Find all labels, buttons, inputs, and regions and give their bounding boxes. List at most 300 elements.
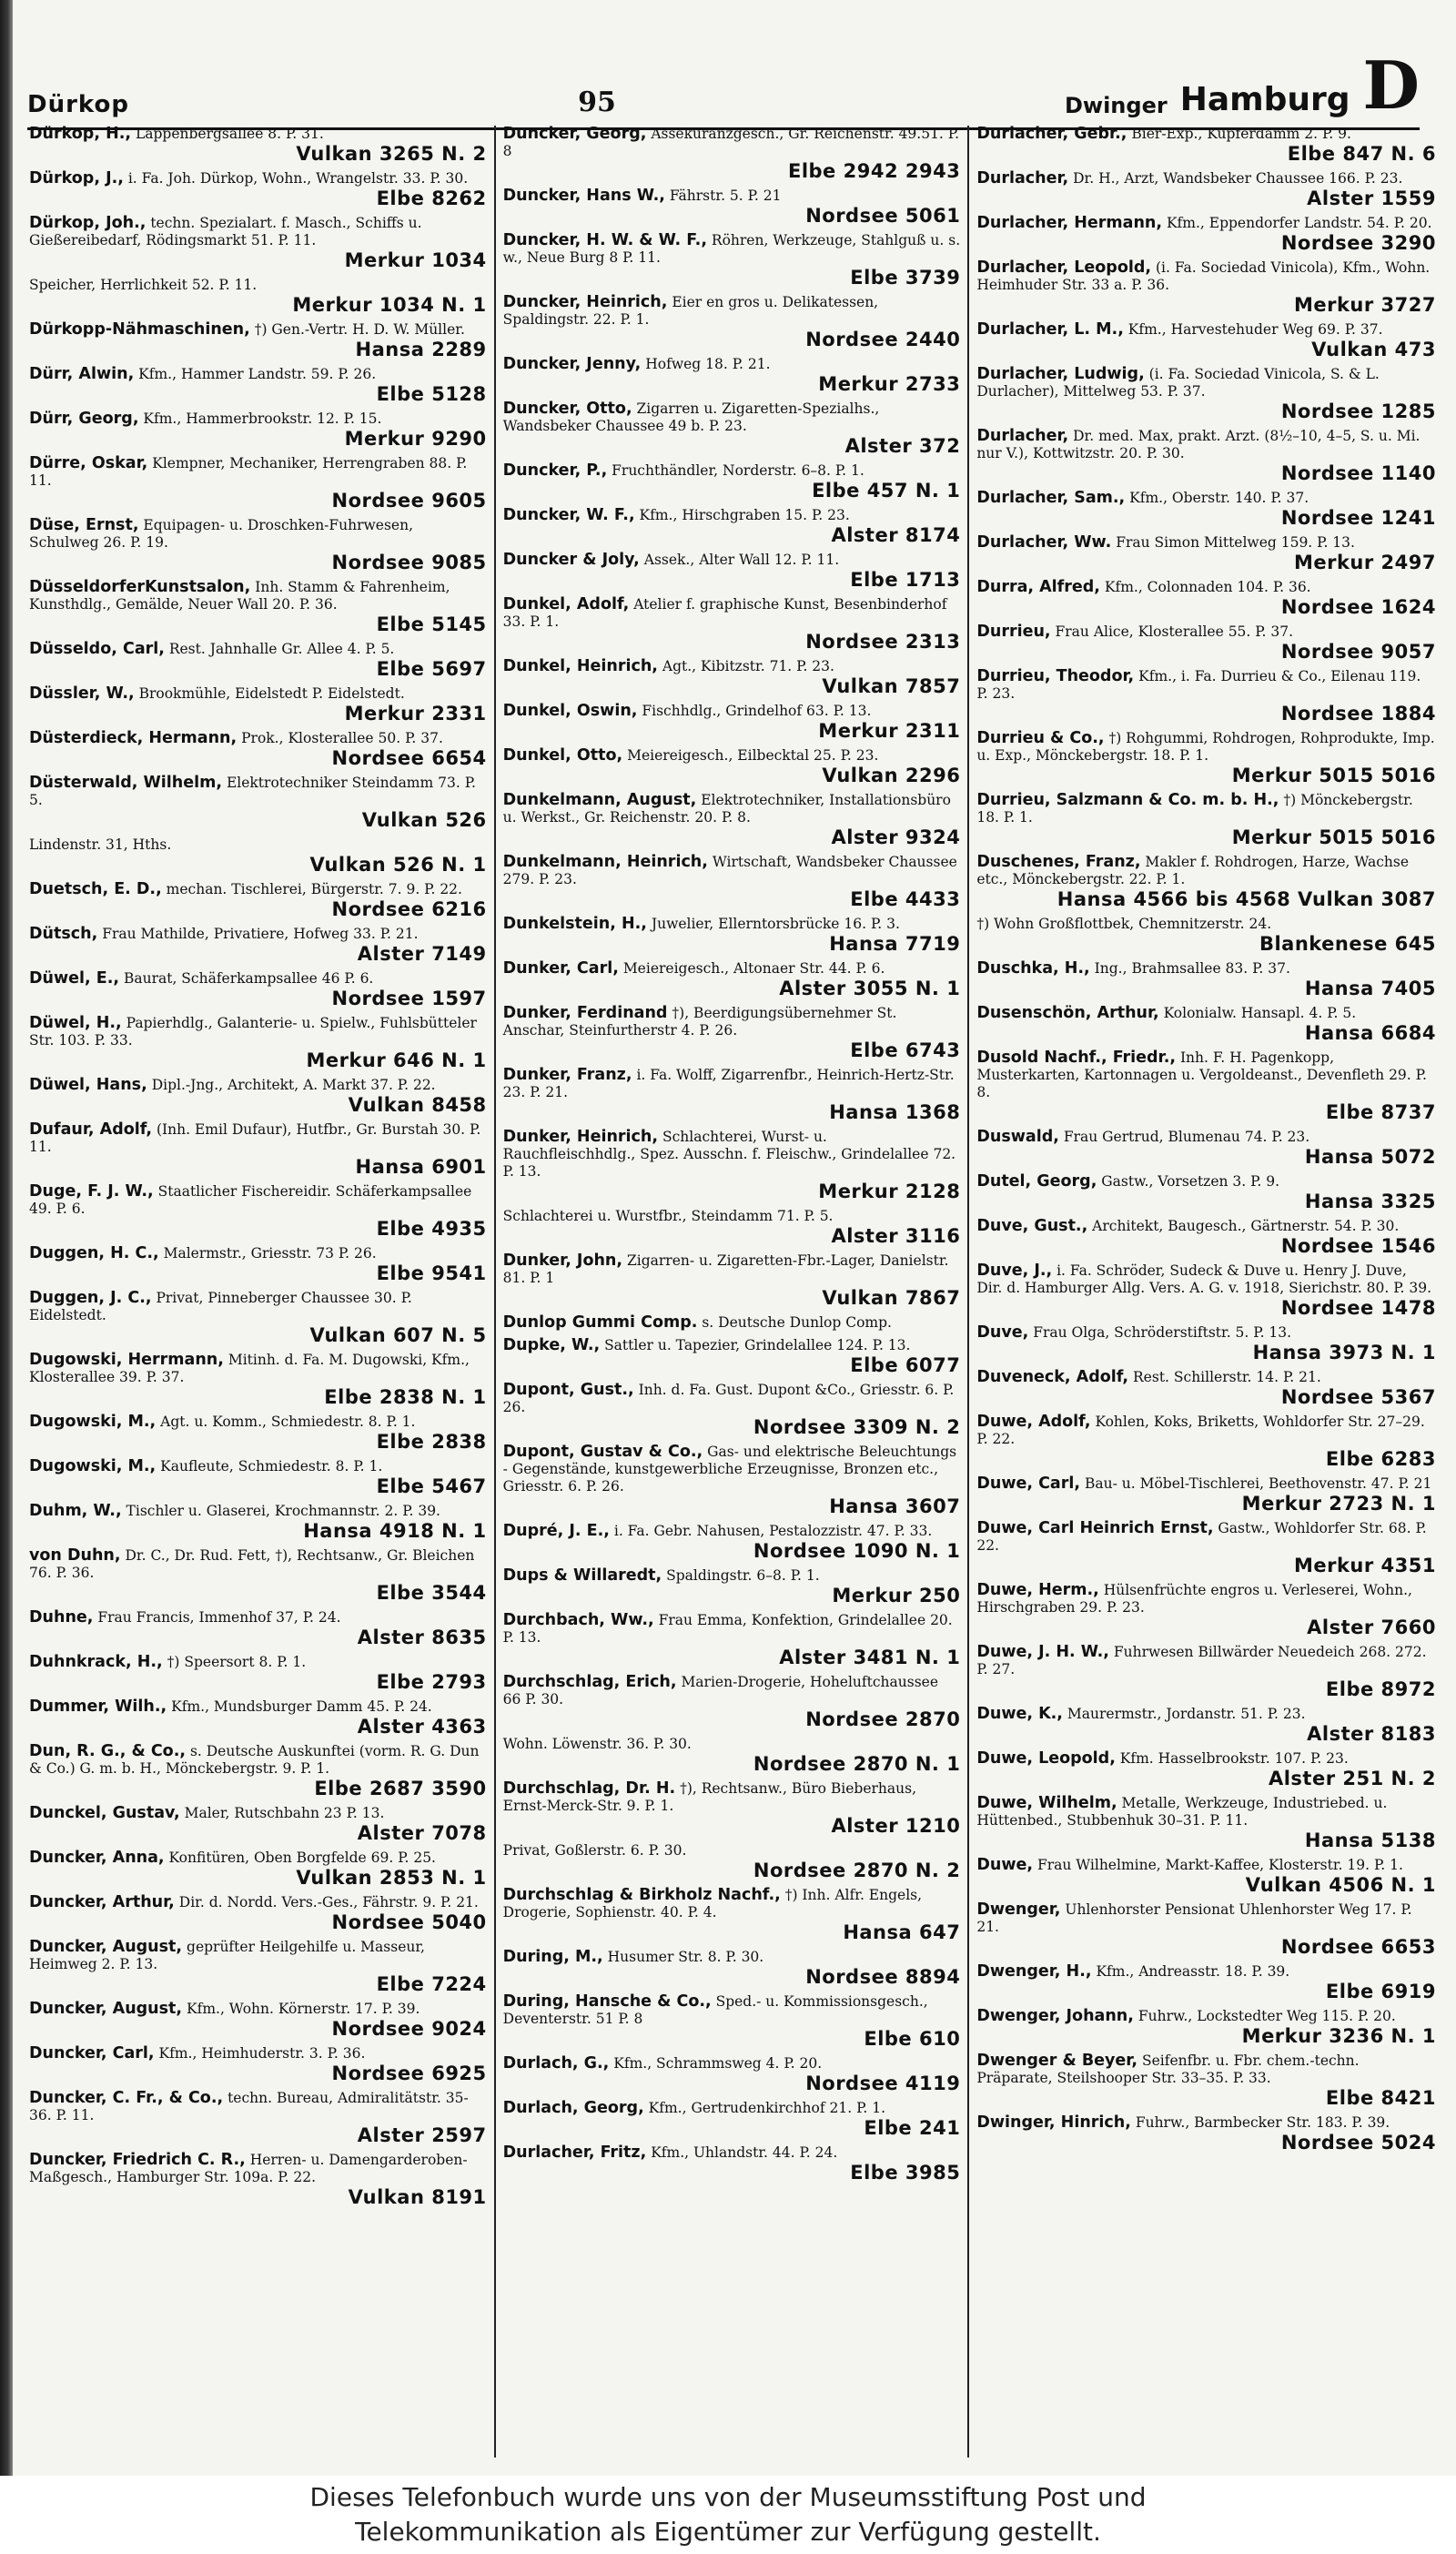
entry-phone: Elbe 5128 [376,383,487,405]
entry-name: Duschenes, Franz, [976,853,1141,871]
listing-entry [503,854,961,910]
entry-details: Frau Mathilde, Privatiere, Hofweg 33. P. 21. [102,926,419,942]
entry-phone: Merkur 2331 [344,703,487,725]
entry-phone: Elbe 2838 [376,1431,487,1453]
entry-phone: Vulkan 2296 [822,765,961,786]
entry-details: Frau Gertrud, Blumenau 74. P. 23. [1063,1129,1310,1145]
entry-details: geprüfter Heilgehilfe u. Masseur, Heimweg 2. P. 13. [29,1939,425,1972]
entry-name: Duve, Gust., [976,1217,1088,1235]
entry-details: Frau Emma, Konfektion, Grindelallee 20. P. 13. [502,1612,953,1646]
entry-name: Dun, R. G., & Co., [29,1742,186,1760]
entry-details: Kfm., Wohn. Körnerstr. 17. P. 39. [187,2001,420,2017]
entry-details: i. Fa. Schröder, Sudeck & Duve u. Henry J. Duve, Dir. d. Hamburger Allg. Vers. A. G. v. 1918, Sierichstr. 80. P. 39. [976,1262,1431,1296]
entry-phone: Elbe 847 N. 6 [1287,143,1436,165]
entry-phone: Elbe 3544 [376,1582,487,1604]
entry-details: Fruchthändler, Norderstr. 6–8. P. 1. [612,462,864,479]
entry-name: Duwe, Wilhelm, [976,1794,1117,1812]
listing-entry [503,658,961,697]
entry-phone: Alster 7149 [357,943,487,965]
entry-phone: Alster 7660 [1307,1617,1436,1638]
entry-details: techn. Bureau, Admiralitätstr. 35-36. P. 11. [29,2090,469,2123]
entry-phone: Elbe 8972 [1325,1678,1436,1700]
entry-phone: Vulkan 4506 N. 1 [1245,1874,1436,1896]
entry-name: Duwe, [976,1856,1033,1874]
listing-entry [29,1414,487,1453]
entry-phone: Merkur 5015 5016 [1231,765,1436,786]
entry-details: mechan. Tischlerei, Bürgerstr. 7. 9. P. 22. [166,881,462,897]
entry-details: Assekuranzgesch., Gr. Reichenstr. 49.51. P. 8 [502,126,960,159]
listing-entry [976,792,1436,848]
entry-details: Kfm., Gertrudenkirchhof 21. P. 1. [648,2100,886,2116]
entry-phone: Hansa 6684 [1304,1022,1436,1044]
listing-entry [503,507,961,546]
listing-entry [29,970,487,1009]
listing-entry [503,1208,961,1247]
entry-phone: Merkur 2311 [818,720,961,742]
page-number: 95 [578,86,616,118]
entry-name: Dusenschön, Arthur, [976,1004,1159,1022]
column-3 [969,126,1443,2458]
listing-entry [503,187,961,227]
entry-details: Frau Olga, Schröderstiftstr. 5. P. 13. [1033,1324,1292,1341]
listing-entry [29,1609,487,1648]
entry-name: Dupont, Gustav & Co., [502,1443,703,1461]
archive-footer [0,2476,1456,2554]
entry-phone: Hansa 4566 bis 4568 Vulkan 3087 [1057,888,1436,910]
entry-name: Duncker, Arthur, [29,1893,175,1911]
entry-phone: Elbe 7224 [376,1973,487,1995]
entry-name: Dunkelmann, Heinrich, [502,853,708,871]
entry-name: von Duhn, [29,1546,121,1565]
entry-name: Durlacher, Gebr., [976,126,1127,143]
entry-name: Duncker, W. F., [502,506,635,524]
entry-name: Duwe, Carl, [976,1475,1081,1493]
entry-phone: Alster 372 [844,435,961,457]
entry-phone: Nordsee 1884 [1280,703,1436,725]
entry-name: Dunkel, Adolf, [502,595,630,613]
listing-entry [976,170,1436,209]
entry-name: Duncker, August, [29,2000,183,2018]
listing-entry [976,1005,1436,1044]
entry-details: Kfm., Colonnaden 104. P. 36. [1104,579,1311,595]
entry-phone: Hansa 1368 [829,1101,961,1123]
listing-entry [29,1077,487,1116]
listing-entry [29,455,487,512]
entry-details: Prok., Klosterallee 50. P. 37. [241,730,443,746]
listing-entry [976,1901,1436,1958]
listing-entry [976,321,1436,360]
entry-details: Konfitüren, Oben Borgfelde 69. P. 25. [168,1850,436,1866]
entry-phone: Elbe 8262 [376,187,487,209]
listing-entry [503,1382,961,1438]
entry-name: Duggen, H. C., [29,1244,159,1262]
entry-phone: Elbe 8421 [1325,2087,1436,2109]
listing-entry [976,960,1436,999]
entry-name: Duhm, W., [29,1502,122,1520]
header-section-letter: D [1362,46,1420,124]
entry-phone: Elbe 457 N. 1 [812,480,961,502]
listing-entry [976,1582,1436,1638]
entry-details: Lindenstr. 31, Hths. [29,836,172,853]
entry-details: Kfm. Hasselbrookstr. 107. P. 23. [1119,1750,1349,1767]
entry-phone: Elbe 2838 N. 1 [324,1386,487,1408]
entry-details: Equipagen- u. Droschken-Fuhrwesen, Schulweg 26. P. 19. [29,517,414,551]
entry-phone: Alster 3116 [831,1225,961,1247]
entry-name: Duncker, August, [29,1938,183,1956]
listing-entry [976,2052,1436,2109]
listing-entry [503,916,961,955]
entry-details: Frau Wilhelmine, Markt-Kaffee, Klosterstr. 19. P. 1. [1036,1857,1403,1873]
listing-entry [976,1218,1436,1257]
entry-phone: Vulkan 8191 [348,2186,487,2208]
entry-details: Klempner, Mechaniker, Herrengraben 88. P. 11. [29,455,468,489]
entry-details: †) Inh. Alfr. Engels, Drogerie, Sophienstr. 40. P. 4. [502,1887,923,1921]
entry-phone: Nordsee 1624 [1280,596,1436,618]
listing-entry [29,1654,487,1693]
entry-phone: Merkur 646 N. 1 [306,1049,487,1071]
entry-details: Papierhdlg., Galanterie- u. Spielw., Fuhlsbütteler Str. 103. P. 33. [29,1015,477,1049]
entry-phone: Nordsee 6653 [1280,1936,1436,1958]
entry-name: Dups & Willaredt, [502,1566,662,1585]
listing-entry [503,960,961,999]
entry-details: Dipl.-Jng., Architekt, A. Markt 37. P. 22. [151,1077,436,1093]
entry-phone: Nordsee 9085 [331,552,487,573]
listing-entry [503,356,961,395]
listing-entry [29,2001,487,2040]
listing-entry [976,1644,1436,1700]
entry-phone: Nordsee 4119 [805,2073,961,2094]
entry-details: Schlachterei, Wurst- u. Rauchfleischhdlg., Spez. Ausschn. f. Fleischw., Grindelallee 72. P. 13. [502,1129,956,1180]
entry-phone: Nordsee 3290 [1280,232,1436,254]
entry-name: Durchschlag, Dr. H. [502,1779,676,1798]
entry-name: Duncker, Anna, [29,1849,165,1867]
listing-entry [503,1612,961,1668]
header-left-keyword: Dürkop [27,91,129,118]
entry-details: Kfm., Hammer Landstr. 59. P. 26. [138,366,377,382]
entry-details: †) Rohgummi, Rohdrogen, Rohprodukte, Imp. u. Exp., Mönckebergstr. 18. P. 1. [976,730,1435,764]
listing-entry [29,1698,487,1738]
entry-name: Dürr, Alwin, [29,365,135,383]
entry-details: Brookmühle, Eidelstedt P. Eidelstedt. [138,685,405,702]
entry-phone: Nordsee 2870 N. 1 [753,1753,961,1775]
entry-details: Maler, Rutschbahn 23 P. 13. [184,1805,385,1821]
entry-name: Durlacher, L. M., [976,320,1124,339]
entry-phone: Alster 3481 N. 1 [779,1647,961,1668]
entry-name: Duncker, P., [502,461,608,480]
listing-entry [29,1743,487,1799]
entry-phone: Nordsee 5061 [805,205,961,227]
entry-name: Düse, Ernst, [29,516,139,534]
entry-details: Meiereigesch., Eilbecktal 25. P. 23. [627,747,879,764]
entry-details: Inh. Stamm & Fahrenheim, Kunsthdlg., Gemälde, Neuer Wall 20. P. 36. [29,579,450,613]
entry-name: Durrieu & Co., [976,729,1105,747]
entry-details: Hülsenfrüchte engros u. Verleserei, Wohn., Hirschgraben 29. P. 23. [976,1582,1412,1616]
listing-entry [503,126,961,182]
entry-details: †) Mönckebergstr. 18. P. 1. [976,792,1413,826]
entry-details: Kaufleute, Schmiedestr. 8. P. 1. [160,1458,383,1475]
entry-name: Duncker, C. Fr., & Co., [29,2089,224,2107]
footer-line-2: Telekommunikation als Eigentümer zur Verfügung gestellt. [355,2517,1101,2547]
listing-entry [976,2008,1436,2047]
entry-name: Dugowski, M., [29,1413,157,1431]
entry-details: (Inh. Emil Dufaur), Hutfbr., Gr. Burstah 30. P. 11. [29,1121,481,1155]
header-city: Hamburg [1179,81,1350,118]
entry-phone: Elbe 4935 [376,1218,487,1240]
entry-phone: Nordsee 2440 [805,329,961,350]
listing-entry [503,1949,961,1988]
entry-details: Makler f. Rohdrogen, Harze, Wachse etc., Mönckebergstr. 22. P. 1. [976,854,1409,887]
listing-entry [503,1444,961,1517]
entry-name: Duschka, H., [976,959,1090,978]
entry-name: Dunker, Franz, [502,1066,632,1084]
entry-name: Dutel, Georg, [976,1172,1097,1191]
entry-phone: Nordsee 6216 [331,898,487,920]
entry-phone: Vulkan 2853 N. 1 [296,1867,487,1889]
listing-entry [503,1523,961,1562]
listing-entry [29,641,487,680]
entry-name: Dwenger, Johann, [976,2007,1134,2025]
listing-entry [976,1475,1436,1515]
entry-phone: Nordsee 1478 [1280,1297,1436,1319]
listing-entry [503,1674,961,1730]
entry-phone: Nordsee 1090 N. 1 [753,1540,961,1562]
entry-name: DüsseldorferKunstsalon, [29,578,251,596]
entry-phone: Hansa 4918 N. 1 [303,1520,487,1542]
listing-entry [29,321,487,360]
entry-phone: Nordsee 2870 [805,1708,961,1730]
entry-phone: Nordsee 1597 [331,988,487,1009]
entry-phone: Elbe 3985 [850,2162,961,2184]
listing-entry [29,1458,487,1497]
entry-details: Tischler u. Glaserei, Krochmannstr. 2. P. 39. [126,1503,440,1519]
entry-details: Dir. d. Nordd. Vers.-Ges., Fährstr. 9. P. 21. [178,1894,479,1910]
entry-details: Privat, Goßlerstr. 6. P. 30. [502,1842,687,1859]
entry-phone: Elbe 4433 [850,888,961,910]
entry-name: Düwel, Hans, [29,1076,147,1094]
entry-name: Duncker, Otto, [502,400,632,418]
entry-details: Röhren, Werkzeuge, Stahlguß u. s. w., Neue Burg 8 P. 11. [502,232,961,266]
entry-phone: Elbe 610 [864,2028,961,2050]
entry-details: Malermstr., Griesstr. 73 P. 26. [163,1245,377,1262]
entry-details: Kfm., Hammerbrookstr. 12. P. 15. [143,410,382,427]
entry-name: Durlacher, Ww. [976,533,1112,552]
entry-phone: Merkur 3727 [1293,294,1436,316]
listing-entry [976,490,1436,529]
entry-details: †) Wohn Großflottbek, Chemnitzerstr. 24. [976,916,1272,932]
listing-entry [503,400,961,457]
entry-phone: Alster 1559 [1307,187,1436,209]
entry-name: Dummer, Wilh., [29,1698,167,1716]
entry-name: Dunkel, Heinrich, [502,657,658,675]
entry-phone: Alster 9324 [831,826,961,848]
listing-entry [976,2114,1436,2154]
entry-details: Elektrotechniker, Installationsbüro u. Werkst., Gr. Reichenstr. 20. P. 8. [502,792,951,826]
listing-entry [976,1857,1436,1896]
entry-name: During, M., [502,1948,603,1966]
listing-entry [29,215,487,271]
listing-entry [29,1939,487,1995]
entry-phone: Elbe 6283 [1325,1448,1436,1470]
entry-details: Ing., Brahmsallee 83. P. 37. [1094,960,1290,977]
column-2 [496,126,970,2458]
entry-details: Bier-Exp., Kupferdamm 2. P. 9. [1131,126,1351,142]
entry-name: Dunlop Gummi Comp. [502,1313,698,1332]
listing-entry [503,703,961,742]
entry-name: Duwe, Herm., [976,1581,1099,1599]
entry-phone: Elbe 6077 [850,1354,961,1376]
entry-phone: Hansa 6901 [355,1156,487,1178]
listing-entry [29,2090,487,2146]
entry-name: Dürre, Oskar, [29,454,148,472]
entry-name: Duwe, K., [976,1705,1063,1723]
entry-name: Duwe, Leopold, [976,1749,1116,1768]
entry-phone: Nordsee 6925 [331,2062,487,2084]
entry-phone: Nordsee 5024 [1280,2132,1436,2154]
entry-phone: Hansa 3325 [1304,1191,1436,1212]
entry-phone: Elbe 5145 [376,613,487,635]
entry-details: i. Fa. Gebr. Nahusen, Pestalozzistr. 47. P. 33. [613,1523,933,1539]
entry-details: Speicher, Herrlichkeit 52. P. 11. [29,277,258,293]
entry-details: Husumer Str. 8. P. 30. [607,1949,764,1965]
entry-details: Fährstr. 5. P. 21 [669,187,782,204]
entry-details: Kohlen, Koks, Briketts, Wohldorfer Str. 27–29. P. 22. [976,1414,1425,1447]
entry-phone: Hansa 647 [843,1921,961,1943]
entry-name: Durlach, G., [502,2054,610,2073]
entry-name: Durchbach, Ww., [502,1611,654,1629]
entry-name: Dürkop, J., [29,169,124,187]
entry-name: Düsterdieck, Hermann, [29,729,238,747]
entry-phone: Elbe 8737 [1325,1101,1436,1123]
entry-details: Dr. med. Max, prakt. Arzt. (8½–10, 4–5, S. u. Mi. nur V.), Kottwitzstr. 20. P. 30. [976,428,1421,461]
entry-name: Dupré, J. E., [502,1522,610,1540]
entry-details: †), Rechtsanw., Büro Bieberhaus, Ernst-Merck-Str. 9. P. 1. [502,1780,916,1814]
entry-details: Kfm., i. Fa. Durrieu & Co., Eilenau 119. P. 23. [976,668,1421,702]
header-right [1064,46,1420,124]
listing-entry [29,1015,487,1071]
entry-name: Dunkelstein, H., [502,915,647,933]
listing-entry [503,1252,961,1309]
entry-phone: Elbe 2942 2943 [787,160,961,182]
entry-name: Dunker, Carl, [502,959,619,978]
entry-details: Kfm., Harvestehuder Weg 69. P. 37. [1127,321,1383,338]
listing-entry [503,1842,961,1881]
listing-entry [503,1314,961,1332]
listing-entry [976,534,1436,573]
entry-phone: Vulkan 473 [1311,339,1436,360]
entry-name: Duwe, Adolf, [976,1413,1091,1431]
entry-details: Kolonialw. Hansapl. 4. P. 5. [1163,1005,1357,1021]
entry-name: Durchschlag & Birkholz Nachf., [502,1886,781,1904]
listing-entry [29,170,487,209]
entry-details: Rest. Jahnhalle Gr. Allee 4. P. 5. [168,641,395,657]
entry-name: Dürkopp-Nähmaschinen, [29,320,250,339]
entry-name: Durlacher, [976,169,1069,187]
entry-details: Frau Francis, Immenhof 37, P. 24. [97,1609,341,1626]
entry-name: Dürr, Georg, [29,410,139,428]
entry-details: Eier en gros u. Delikatessen, Spaldingstr. 22. P. 1. [502,294,879,328]
entry-phone: Elbe 2687 3590 [314,1778,487,1799]
entry-details: Kfm., Uhlandstr. 44. P. 24. [651,2144,838,2161]
listing-entry [503,462,961,502]
entry-phone: Alster 4363 [357,1716,487,1738]
entry-details: Metalle, Werkzeuge, Industriebed. u. Hüttenbed., Stubbenhuk 30–31. P. 11. [976,1795,1388,1829]
listing-entry [976,259,1436,316]
entry-name: Durlach, Georg, [502,2099,644,2117]
listing-entry [976,428,1436,484]
entry-name: Durrieu, [976,623,1051,641]
entry-details: Gastw., Wohldorfer Str. 68. P. 22. [976,1520,1427,1554]
entry-name: Düwel, H., [29,1014,122,1032]
entry-phone: Hansa 3973 N. 1 [1252,1342,1436,1363]
listing-entry [29,366,487,405]
entry-details: Elektrotechniker Steindamm 73. P. 5. [29,775,476,808]
listing-entry [29,1850,487,1889]
entry-phone: Blankenese 645 [1259,933,1436,955]
entry-phone: Hansa 7405 [1304,978,1436,999]
listing-entry [503,1067,961,1123]
entry-name: Durlacher, Leopold, [976,258,1152,277]
entry-name: Durchschlag, Erich, [502,1673,677,1691]
entry-details: Agt. u. Komm., Schmiedestr. 8. P. 1. [160,1414,416,1430]
entry-details: i. Fa. Joh. Dürkop, Wohn., Wrangelstr. 33. P. 30. [127,170,469,187]
entry-name: Dürkop, Joh., [29,214,147,232]
listing-entry [503,2055,961,2094]
entry-phone: Merkur 250 [832,1585,961,1606]
entry-details: Kfm., Oberstr. 140. P. 37. [1129,490,1309,506]
entry-details: Kfm., Mundsburger Damm 45. P. 24. [171,1698,432,1715]
entry-name: Duswald, [976,1128,1059,1146]
entry-phone: Merkur 2128 [818,1181,961,1202]
listing-columns [22,126,1443,2458]
entry-name: Durlacher, Fritz, [502,2144,647,2162]
entry-details: Dr. C., Dr. Rud. Fett, †), Rechtsanw., Gr. Bleichen 76. P. 36. [29,1547,475,1581]
entry-phone: Hansa 3607 [829,1495,961,1517]
listing-entry [976,623,1436,663]
listing-entry [503,1887,961,1943]
entry-name: Dürkop, H., [29,126,132,143]
entry-details: Zigarren u. Zigaretten-Spezialhs., Wandsbeker Chaussee 49 b. P. 23. [502,400,880,434]
entry-details: Inh. d. Fa. Gust. Dupont &Co., Griesstr. 6. P. 26. [502,1382,955,1415]
entry-details: Marien-Drogerie, Hoheluftchaussee 66 P. 30. [502,1674,939,1708]
listing-entry [29,926,487,965]
entry-details: s. Deutsche Auskunftei (vorm. R. G. Dun & Co.) G. m. b. H., Mönckebergstr. 9. P. 1. [29,1743,480,1777]
entry-details: Assek., Alter Wall 12. P. 11. [643,552,840,568]
entry-name: Dwenger, [976,1900,1061,1919]
entry-phone: Nordsee 2870 N. 2 [753,1860,961,1881]
listing-entry [976,1173,1436,1212]
entry-name: Düssler, W., [29,684,135,703]
entry-details: Dr. H., Arzt, Wandsbeker Chaussee 166. P. 23. [1073,170,1403,187]
entry-phone: Nordsee 9605 [331,490,487,512]
listing-entry [503,294,961,350]
listing-entry [29,1245,487,1284]
entry-details: Agt., Kibitzstr. 71. P. 23. [662,658,834,674]
entry-name: Dufaur, Adolf, [29,1120,153,1139]
entry-details: Frau Simon Mittelweg 159. P. 13. [1116,534,1355,551]
entry-details: Maurermstr., Jordanstr. 51. P. 23. [1067,1706,1306,1722]
listing-entry [976,916,1436,955]
entry-phone: Elbe 3739 [850,267,961,289]
entry-details: Juwelier, Ellerntorsbrücke 16. P. 3. [651,916,900,932]
listing-entry [503,2144,961,2184]
entry-phone: Elbe 5697 [376,658,487,680]
listing-entry [503,747,961,786]
listing-entry [29,1352,487,1408]
listing-entry [976,1414,1436,1470]
entry-details: Fuhrwesen Billwärder Neuedeich 268. 272. P. 27. [976,1644,1427,1677]
entry-phone: Nordsee 1241 [1280,507,1436,529]
entry-details: Fischhdlg., Grindelhof 63. P. 13. [642,703,872,719]
